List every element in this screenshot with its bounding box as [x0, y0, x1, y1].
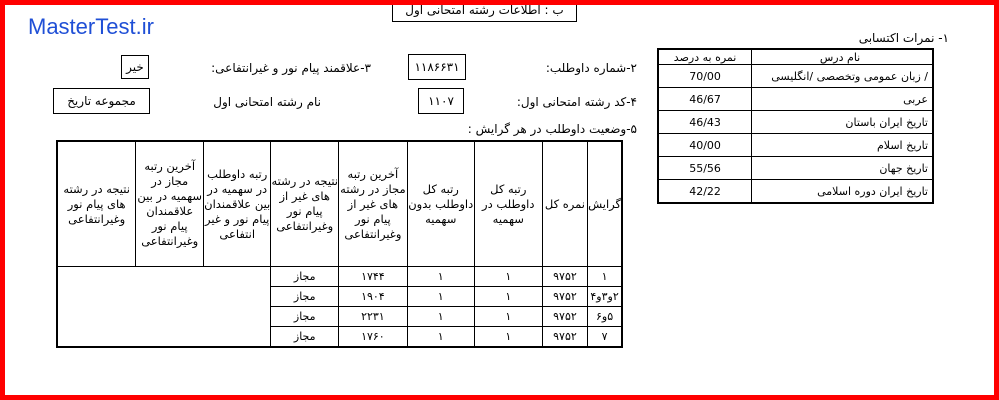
course-name: تاریخ جهان	[752, 157, 933, 180]
course-score: 46/43	[658, 111, 752, 134]
table-row	[658, 180, 933, 204]
header-total-score: نمره کل	[542, 141, 587, 267]
grades-title: ۱- نمرات اکتسابی	[858, 31, 949, 45]
course-name: تاریخ ایران دوره اسلامی	[752, 180, 933, 204]
applicant-number-box: ۱۱۸۶۶۳۱	[408, 54, 466, 80]
grades-table	[657, 48, 934, 204]
course-score: 40/00	[658, 134, 752, 157]
course-score: 70/00	[658, 65, 752, 88]
cell-rank-no-quota: ۱	[407, 327, 474, 348]
cell-score: ۹۷۵۲	[542, 287, 587, 307]
cell-score: ۹۷۵۲	[542, 307, 587, 327]
header-last-rank-pnu: آخرین رتبه مجاز در سهمیه در بین علاقمندان پیام نور وغیرانتفاعی	[136, 141, 204, 267]
cell-last-rank: ۱۹۰۴	[339, 287, 408, 307]
grades-header-row	[658, 49, 933, 65]
course-name: تاریخ اسلام	[752, 134, 933, 157]
course-name: / زبان عمومی وتخصصی /انگلیسی	[752, 65, 933, 88]
course-score: 46/67	[658, 88, 752, 111]
cell-score: ۹۷۵۲	[542, 267, 587, 287]
field-code-box: ۱۱۰۷	[418, 88, 464, 114]
header-rank-pnu: رتبه داوطلب در سهمیه در بین علاقمندان پیام نور و غیر انتفاعی	[204, 141, 271, 267]
cell-last-rank: ۲۲۳۱	[339, 307, 408, 327]
status-title: ۵-وضعیت داوطلب در هر گرایش :	[467, 122, 637, 136]
cell-result: مجاز	[271, 287, 339, 307]
cell-branch: ۱	[588, 267, 622, 287]
field-name-box: مجموعه تاریخ	[53, 88, 150, 114]
header-rank-no-quota: رتبه کل داوطلب بدون سهمیه	[407, 141, 474, 267]
cell-result: مجاز	[271, 327, 339, 348]
cell-rank-quota: ۱	[474, 287, 542, 307]
cell-branch: ۷	[588, 327, 622, 348]
watermark: MasterTest.ir	[28, 14, 154, 39]
cell-rank-no-quota: ۱	[407, 267, 474, 287]
cell-score: ۹۷۵۲	[542, 327, 587, 348]
header-result: نتیجه در رشته های غیر از پیام نور وغیرانتفاعی	[271, 141, 339, 267]
interest-value-box: خیر	[121, 55, 149, 79]
table-row	[658, 88, 933, 111]
header-branch: گرایش	[588, 141, 622, 267]
applicant-number-label: ۲-شماره داوطلب:	[545, 61, 637, 75]
cell-rank-quota: ۱	[474, 327, 542, 348]
cell-result: مجاز	[271, 307, 339, 327]
course-name: تاریخ ایران باستان	[752, 111, 933, 134]
header-rank-quota: رتبه کل داوطلب در سهمیه	[474, 141, 542, 267]
status-header-row	[57, 141, 622, 267]
cell-last-rank: ۱۷۴۴	[339, 267, 408, 287]
cell-branch: ۵و۶	[588, 307, 622, 327]
table-row	[658, 111, 933, 134]
course-score: 42/22	[658, 180, 752, 204]
table-row	[658, 134, 933, 157]
cell-rank-no-quota: ۱	[407, 307, 474, 327]
grades-header-score: نمره به درصد	[658, 49, 752, 65]
empty-pnu-area	[57, 267, 271, 348]
field-code-label: ۴-کد رشته امتحانی اول:	[516, 95, 637, 109]
section-title: ب : اطلاعات رشته امتحانی اول	[392, 0, 577, 22]
header-last-allowed-rank: آخرین رتبه مجاز در رشته های غیر از پیام نور وغیرانتفاعی	[339, 141, 408, 267]
cell-rank-quota: ۱	[474, 267, 542, 287]
cell-last-rank: ۱۷۶۰	[339, 327, 408, 348]
header-result-pnu: نتیجه در رشته های پیام نور وغیرانتفاعی	[57, 141, 136, 267]
interest-label: ۳-علاقمند پیام نور و غیرانتفاعی:	[211, 61, 371, 75]
field-name-label: نام رشته امتحانی اول	[213, 95, 321, 109]
course-score: 55/56	[658, 157, 752, 180]
cell-rank-quota: ۱	[474, 307, 542, 327]
grades-header-name: نام درس	[752, 49, 933, 65]
cell-branch: ۲و۳و۴	[588, 287, 622, 307]
cell-result: مجاز	[271, 267, 339, 287]
course-name: عربی	[752, 88, 933, 111]
table-row	[658, 65, 933, 88]
cell-rank-no-quota: ۱	[407, 287, 474, 307]
table-row	[658, 157, 933, 180]
table-row	[57, 267, 622, 287]
status-table	[56, 140, 623, 348]
